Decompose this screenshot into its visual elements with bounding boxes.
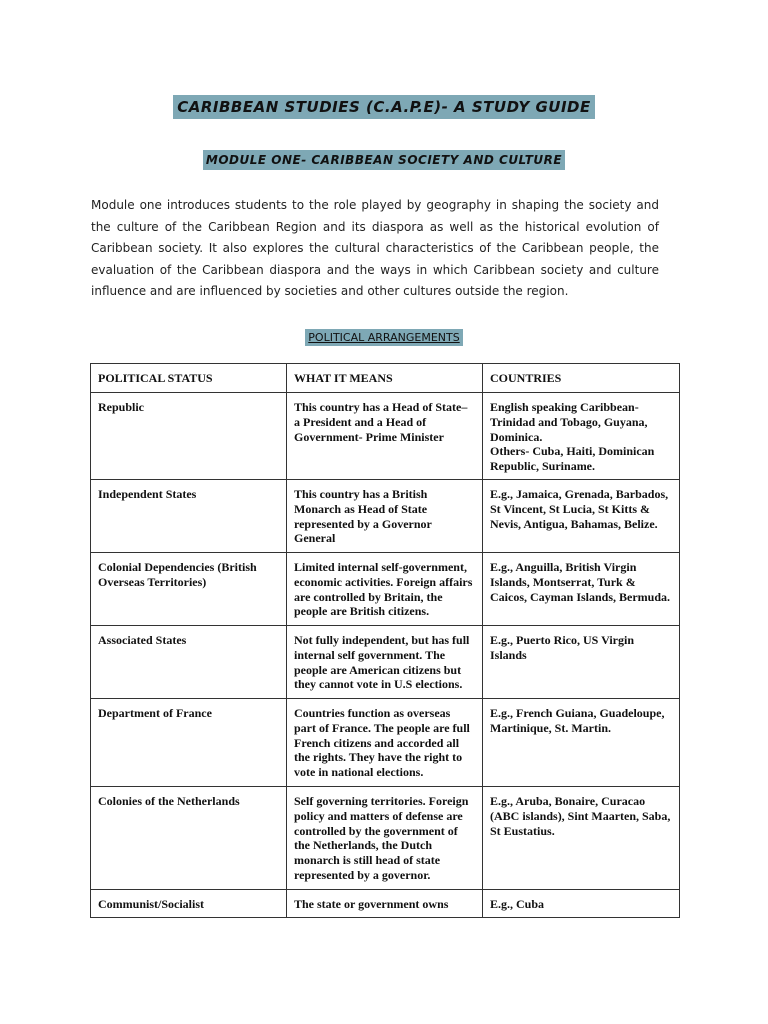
table-row	[91, 787, 680, 890]
table-row	[91, 393, 680, 480]
module-heading: MODULE ONE- CARIBBEAN SOCIETY AND CULTURE	[203, 150, 565, 170]
cell-countries: E.g., Anguilla, British Virgin Islands, Montserrat, Turk & Caicos, Cayman Islands, Bermuda.	[483, 553, 680, 626]
cell-meaning: Self governing territories. Foreign policy and matters of defense are controlled by the government of the Netherlands, the Dutch monarch is still head of state represented by a governor.	[287, 787, 483, 890]
cell-status: Republic	[91, 393, 287, 480]
cell-countries: E.g., Jamaica, Grenada, Barbados, St Vincent, St Lucia, St Kitts & Nevis, Antigua, Bahamas, Belize.	[483, 480, 680, 553]
table-row	[91, 626, 680, 699]
political-arrangements-table	[90, 363, 680, 918]
table-header-row	[91, 364, 680, 393]
cell-status: Independent States	[91, 480, 287, 553]
cell-meaning: Countries function as overseas part of France. The people are full French citizens and accorded all the rights. They have the right to vote in national elections.	[287, 699, 483, 787]
cell-countries: E.g., Aruba, Bonaire, Curacao (ABC islands), Sint Maarten, Saba, St Eustatius.	[483, 787, 680, 890]
cell-countries: E.g., Cuba	[483, 890, 680, 918]
intro-paragraph: Module one introduces students to the role played by geography in shaping the society and the culture of the Caribbean Region and its diaspora as well as the historical evolution of Caribbean society. It also explores the cultural characteristics of the Caribbean people, the evaluation of the Caribbean diaspora and the ways in which Caribbean society and culture influence and are influenced by societies and other cultures outside the region.	[91, 198, 659, 299]
cell-meaning: Not fully independent, but has full internal self government. The people are American citizens but they cannot vote in U.S elections.	[287, 626, 483, 699]
title-container	[0, 95, 768, 119]
cell-status: Colonial Dependencies (British Overseas Territories)	[91, 553, 287, 626]
document-title: CARIBBEAN STUDIES (C.A.P.E)- A STUDY GUIDE	[173, 95, 594, 119]
cell-status: Department of France	[91, 699, 287, 787]
countries-extra-text: Others- Cuba, Haiti, Dominican Republic, Suriname.	[490, 444, 655, 474]
section-heading-container	[0, 326, 768, 346]
table-row	[91, 890, 680, 918]
table-row	[91, 699, 680, 787]
cell-meaning: The state or government owns	[287, 890, 483, 918]
cell-meaning: This country has a Head of State– a President and a Head of Government- Prime Minister	[287, 393, 483, 480]
cell-status: Colonies of the Netherlands	[91, 787, 287, 890]
cell-countries: E.g., French Guiana, Guadeloupe, Martinique, St. Martin.	[483, 699, 680, 787]
countries-text: English speaking Caribbean- Trinidad and Tobago, Guyana, Dominica.	[490, 400, 648, 444]
table-row	[91, 553, 680, 626]
cell-countries	[483, 393, 680, 480]
table-row	[91, 480, 680, 553]
subtitle-container	[0, 149, 768, 170]
cell-countries: E.g., Puerto Rico, US Virgin Islands	[483, 626, 680, 699]
header-countries: COUNTRIES	[483, 364, 680, 393]
section-heading: POLITICAL ARRANGEMENTS	[305, 329, 462, 346]
cell-status: Associated States	[91, 626, 287, 699]
header-political-status: POLITICAL STATUS	[91, 364, 287, 393]
header-what-it-means: WHAT IT MEANS	[287, 364, 483, 393]
cell-meaning: Limited internal self-government, economic activities. Foreign affairs are controlled by Britain, the people are British citizens.	[287, 553, 483, 626]
cell-meaning: This country has a British Monarch as Head of State represented by a Governor General	[287, 480, 483, 553]
cell-status: Communist/Socialist	[91, 890, 287, 918]
